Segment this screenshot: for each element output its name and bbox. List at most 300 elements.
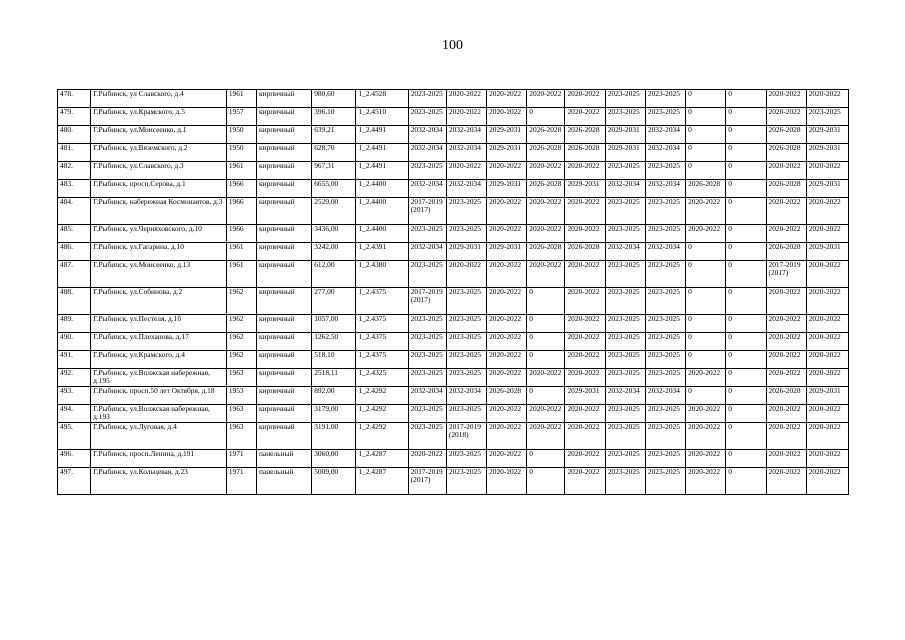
cell-term-8: 0 bbox=[686, 288, 726, 315]
cell-term-2: 2020-2022 bbox=[446, 90, 486, 108]
cell-term-5: 2020-2022 bbox=[565, 423, 605, 450]
cell-term-6: 2023-2025 bbox=[605, 423, 645, 450]
cell-term-2: 2032-2034 bbox=[446, 144, 486, 162]
cell-term-10: 2020-2022 bbox=[766, 225, 806, 243]
cell-wall-material: кирпичный bbox=[256, 261, 311, 288]
cell-code: 1_2.4287 bbox=[356, 468, 408, 495]
cell-code: 1_2.4400 bbox=[356, 198, 408, 225]
cell-term-11: 2029-2031 bbox=[806, 126, 848, 144]
cell-term-10: 2020-2022 bbox=[766, 288, 806, 315]
cell-term-8: 0 bbox=[686, 144, 726, 162]
cell-term-5: 2020-2022 bbox=[565, 261, 605, 288]
cell-term-1: 2023-2025 bbox=[408, 108, 446, 126]
cell-term-1: 2023-2025 bbox=[408, 315, 446, 333]
cell-term-4: 2026-2028 bbox=[527, 144, 565, 162]
table-row bbox=[58, 405, 849, 423]
cell-build-year: 1950 bbox=[226, 126, 256, 144]
cell-code: 1_2.4375 bbox=[356, 288, 408, 315]
cell-term-3: 2020-2022 bbox=[487, 162, 527, 180]
cell-term-2: 2017-2019 (2018) bbox=[446, 423, 486, 450]
cell-term-3: 2020-2022 bbox=[487, 261, 527, 288]
cell-term-8: 0 bbox=[686, 351, 726, 369]
table-row bbox=[58, 351, 849, 369]
cell-code: 1_2.4292 bbox=[356, 387, 408, 405]
cell-area: 1262,50 bbox=[312, 333, 356, 351]
cell-address: Г.Рыбинск, ул.Крамского, д.5 bbox=[91, 108, 227, 126]
cell-term-10: 2020-2022 bbox=[766, 405, 806, 423]
table-body bbox=[58, 90, 849, 495]
cell-term-1: 2023-2025 bbox=[408, 162, 446, 180]
cell-term-5: 2026-2028 bbox=[565, 243, 605, 261]
cell-term-6: 2023-2025 bbox=[605, 351, 645, 369]
cell-term-1: 2032-2034 bbox=[408, 243, 446, 261]
cell-term-8: 2020-2022 bbox=[686, 198, 726, 225]
cell-term-10: 2026-2028 bbox=[766, 387, 806, 405]
cell-row-number: 486. bbox=[58, 243, 91, 261]
cell-term-1: 2023-2025 bbox=[408, 351, 446, 369]
cell-code: 1_2.4491 bbox=[356, 162, 408, 180]
cell-term-10: 2020-2022 bbox=[766, 198, 806, 225]
cell-term-6: 2029-2031 bbox=[605, 126, 645, 144]
cell-term-3: 2020-2022 bbox=[487, 90, 527, 108]
cell-term-9: 0 bbox=[726, 315, 766, 333]
cell-term-8: 0 bbox=[686, 261, 726, 288]
cell-term-1: 2023-2025 bbox=[408, 225, 446, 243]
cell-term-8: 0 bbox=[686, 243, 726, 261]
cell-term-5: 2020-2022 bbox=[565, 162, 605, 180]
cell-row-number: 489. bbox=[58, 315, 91, 333]
housing-repair-schedule-table bbox=[57, 89, 849, 495]
cell-term-7: 2023-2025 bbox=[645, 162, 685, 180]
cell-term-7: 2032-2034 bbox=[645, 387, 685, 405]
cell-code: 1_2.4510 bbox=[356, 108, 408, 126]
cell-term-8: 0 bbox=[686, 162, 726, 180]
cell-term-4: 0 bbox=[527, 387, 565, 405]
cell-term-5: 2020-2022 bbox=[565, 369, 605, 387]
cell-term-3: 2029-2031 bbox=[487, 126, 527, 144]
cell-build-year: 1957 bbox=[226, 108, 256, 126]
cell-term-8: 0 bbox=[686, 108, 726, 126]
cell-code: 1_2.4292 bbox=[356, 405, 408, 423]
cell-wall-material: кирпичный bbox=[256, 387, 311, 405]
cell-term-3: 2026-2028 bbox=[487, 387, 527, 405]
cell-address: Г.Рыбинск, ул.Волжская набережная, д.195 bbox=[91, 369, 227, 387]
cell-code: 1_2.4375 bbox=[356, 333, 408, 351]
cell-code: 1_2.4325 bbox=[356, 369, 408, 387]
cell-area: 1057,00 bbox=[312, 315, 356, 333]
cell-term-3: 2020-2022 bbox=[487, 405, 527, 423]
cell-term-5: 2020-2022 bbox=[565, 198, 605, 225]
cell-address: Г.Рыбинск, ул.Кольцевая, д.23 bbox=[91, 468, 227, 495]
cell-area: 967,31 bbox=[312, 162, 356, 180]
cell-row-number: 488. bbox=[58, 288, 91, 315]
cell-term-6: 2023-2025 bbox=[605, 108, 645, 126]
cell-term-5: 2020-2022 bbox=[565, 288, 605, 315]
cell-term-3: 2020-2022 bbox=[487, 198, 527, 225]
cell-term-2: 2032-2034 bbox=[446, 126, 486, 144]
cell-address: Г.Рыбинск, ул.Плеханова, д.17 bbox=[91, 333, 227, 351]
cell-term-6: 2023-2025 bbox=[605, 198, 645, 225]
cell-term-6: 2032-2034 bbox=[605, 243, 645, 261]
cell-term-10: 2020-2022 bbox=[766, 162, 806, 180]
cell-term-9: 0 bbox=[726, 351, 766, 369]
cell-term-11: 2020-2022 bbox=[806, 369, 848, 387]
table-row bbox=[58, 387, 849, 405]
table-row bbox=[58, 261, 849, 288]
cell-wall-material: панельный bbox=[256, 450, 311, 468]
cell-code: 1_2.4292 bbox=[356, 423, 408, 450]
cell-row-number: 494. bbox=[58, 405, 91, 423]
cell-term-9: 0 bbox=[726, 405, 766, 423]
cell-term-11: 2020-2022 bbox=[806, 468, 848, 495]
table-row bbox=[58, 333, 849, 351]
cell-term-4: 2020-2022 bbox=[527, 369, 565, 387]
cell-term-3: 2029-2031 bbox=[487, 180, 527, 198]
cell-term-9: 0 bbox=[726, 225, 766, 243]
cell-build-year: 1962 bbox=[226, 351, 256, 369]
cell-term-7: 2023-2025 bbox=[645, 423, 685, 450]
cell-term-6: 2023-2025 bbox=[605, 225, 645, 243]
cell-row-number: 492. bbox=[58, 369, 91, 387]
cell-term-3: 2020-2022 bbox=[487, 450, 527, 468]
cell-term-10: 2017-2019 (2017) bbox=[766, 261, 806, 288]
cell-term-8: 0 bbox=[686, 126, 726, 144]
cell-term-6: 2023-2025 bbox=[605, 162, 645, 180]
cell-wall-material: кирпичный bbox=[256, 126, 311, 144]
cell-term-10: 2020-2022 bbox=[766, 351, 806, 369]
table-row bbox=[58, 90, 849, 108]
table-row bbox=[58, 315, 849, 333]
cell-build-year: 1966 bbox=[226, 198, 256, 225]
cell-address: Г.Рыбинск, ул.Славского, д.3 bbox=[91, 162, 227, 180]
cell-term-3: 2020-2022 bbox=[487, 468, 527, 495]
cell-area: 980,60 bbox=[312, 90, 356, 108]
cell-term-2: 2023-2025 bbox=[446, 369, 486, 387]
cell-wall-material: кирпичный bbox=[256, 198, 311, 225]
cell-term-4: 0 bbox=[527, 468, 565, 495]
cell-term-2: 2023-2025 bbox=[446, 315, 486, 333]
cell-build-year: 1961 bbox=[226, 90, 256, 108]
cell-address: Г.Рыбинск, ул.Собинова, д.2 bbox=[91, 288, 227, 315]
cell-term-9: 0 bbox=[726, 261, 766, 288]
cell-term-4: 0 bbox=[527, 288, 565, 315]
cell-term-5: 2029-2031 bbox=[565, 180, 605, 198]
cell-term-1: 2017-2019 (2017) bbox=[408, 288, 446, 315]
cell-term-8: 2020-2022 bbox=[686, 468, 726, 495]
table-row bbox=[58, 198, 849, 225]
cell-term-2: 2032-2034 bbox=[446, 180, 486, 198]
cell-build-year: 1962 bbox=[226, 333, 256, 351]
cell-term-7: 2023-2025 bbox=[645, 351, 685, 369]
cell-term-4: 0 bbox=[527, 108, 565, 126]
cell-address: Г.Рыбинск, ул.Волжская набережная, д.193 bbox=[91, 405, 227, 423]
cell-build-year: 1961 bbox=[226, 162, 256, 180]
cell-wall-material: кирпичный bbox=[256, 243, 311, 261]
cell-term-3: 2020-2022 bbox=[487, 351, 527, 369]
cell-term-1: 2020-2022 bbox=[408, 450, 446, 468]
cell-term-11: 2029-2031 bbox=[806, 144, 848, 162]
cell-term-7: 2023-2025 bbox=[645, 288, 685, 315]
cell-term-5: 2029-2031 bbox=[565, 387, 605, 405]
cell-term-9: 0 bbox=[726, 162, 766, 180]
cell-term-11: 2020-2022 bbox=[806, 198, 848, 225]
page-number: 100 bbox=[442, 38, 463, 53]
cell-term-11: 2020-2022 bbox=[806, 333, 848, 351]
cell-term-5: 2020-2022 bbox=[565, 108, 605, 126]
cell-row-number: 480. bbox=[58, 126, 91, 144]
cell-term-10: 2020-2022 bbox=[766, 333, 806, 351]
cell-term-3: 2020-2022 bbox=[487, 369, 527, 387]
cell-term-6: 2023-2025 bbox=[605, 288, 645, 315]
cell-row-number: 483. bbox=[58, 180, 91, 198]
cell-term-10: 2020-2022 bbox=[766, 108, 806, 126]
cell-term-6: 2032-2034 bbox=[605, 180, 645, 198]
cell-code: 1_2.4491 bbox=[356, 144, 408, 162]
cell-term-1: 2023-2025 bbox=[408, 405, 446, 423]
cell-term-1: 2032-2034 bbox=[408, 144, 446, 162]
cell-term-2: 2020-2022 bbox=[446, 108, 486, 126]
cell-build-year: 1962 bbox=[226, 288, 256, 315]
cell-area: 639,21 bbox=[312, 126, 356, 144]
cell-address: Г.Рыбинск, просп.Ленина, д.191 bbox=[91, 450, 227, 468]
cell-term-5: 2020-2022 bbox=[565, 90, 605, 108]
cell-term-3: 2020-2022 bbox=[487, 225, 527, 243]
cell-area: 396,10 bbox=[312, 108, 356, 126]
cell-term-7: 2032-2034 bbox=[645, 126, 685, 144]
cell-term-1: 2023-2025 bbox=[408, 261, 446, 288]
cell-term-3: 2020-2022 bbox=[487, 315, 527, 333]
cell-term-3: 2029-2031 bbox=[487, 144, 527, 162]
cell-area: 518,10 bbox=[312, 351, 356, 369]
cell-area: 3191,00 bbox=[312, 423, 356, 450]
cell-code: 1_2.4287 bbox=[356, 450, 408, 468]
table-row bbox=[58, 162, 849, 180]
cell-build-year: 1950 bbox=[226, 144, 256, 162]
cell-term-9: 0 bbox=[726, 423, 766, 450]
cell-row-number: 481. bbox=[58, 144, 91, 162]
cell-code: 1_2.4491 bbox=[356, 126, 408, 144]
cell-area: 5009,00 bbox=[312, 468, 356, 495]
cell-code: 1_2.4375 bbox=[356, 351, 408, 369]
cell-term-7: 2023-2025 bbox=[645, 450, 685, 468]
cell-term-4: 2020-2022 bbox=[527, 261, 565, 288]
cell-build-year: 1963 bbox=[226, 405, 256, 423]
cell-term-6: 2023-2025 bbox=[605, 90, 645, 108]
cell-term-4: 2020-2022 bbox=[527, 405, 565, 423]
cell-term-11: 2020-2022 bbox=[806, 288, 848, 315]
cell-wall-material: кирпичный bbox=[256, 162, 311, 180]
cell-term-9: 0 bbox=[726, 108, 766, 126]
cell-term-7: 2032-2034 bbox=[645, 180, 685, 198]
cell-term-5: 2020-2022 bbox=[565, 315, 605, 333]
cell-address: Г.Рыбинск, ул Славского, д.4 bbox=[91, 90, 227, 108]
cell-wall-material: кирпичный bbox=[256, 108, 311, 126]
cell-term-8: 2020-2022 bbox=[686, 450, 726, 468]
cell-term-11: 2023-2025 bbox=[806, 108, 848, 126]
cell-term-6: 2023-2025 bbox=[605, 405, 645, 423]
cell-term-4: 2026-2028 bbox=[527, 180, 565, 198]
cell-term-1: 2032-2034 bbox=[408, 180, 446, 198]
cell-wall-material: кирпичный bbox=[256, 351, 311, 369]
cell-area: 3436,00 bbox=[312, 225, 356, 243]
cell-term-11: 2029-2031 bbox=[806, 387, 848, 405]
cell-area: 612,00 bbox=[312, 261, 356, 288]
cell-row-number: 493. bbox=[58, 387, 91, 405]
cell-term-7: 2032-2034 bbox=[645, 144, 685, 162]
cell-term-7: 2023-2025 bbox=[645, 90, 685, 108]
cell-term-10: 2026-2028 bbox=[766, 126, 806, 144]
cell-term-8: 2020-2022 bbox=[686, 369, 726, 387]
cell-term-3: 2020-2022 bbox=[487, 423, 527, 450]
cell-wall-material: кирпичный bbox=[256, 405, 311, 423]
cell-area: 628,70 bbox=[312, 144, 356, 162]
cell-address: Г.Рыбинск, ул.Гагарина, д.10 bbox=[91, 243, 227, 261]
cell-term-9: 0 bbox=[726, 450, 766, 468]
cell-term-1: 2023-2025 bbox=[408, 423, 446, 450]
cell-term-4: 2026-2028 bbox=[527, 243, 565, 261]
cell-term-5: 2020-2022 bbox=[565, 405, 605, 423]
cell-term-4: 2020-2022 bbox=[527, 162, 565, 180]
cell-term-9: 0 bbox=[726, 144, 766, 162]
cell-area: 3179,00 bbox=[312, 405, 356, 423]
cell-term-10: 2026-2028 bbox=[766, 180, 806, 198]
cell-term-8: 0 bbox=[686, 333, 726, 351]
cell-term-2: 2023-2025 bbox=[446, 288, 486, 315]
cell-term-9: 0 bbox=[726, 288, 766, 315]
cell-term-8: 2020-2022 bbox=[686, 225, 726, 243]
cell-address: Г.Рыбинск, просп.Серова, д.1 bbox=[91, 180, 227, 198]
table-row bbox=[58, 126, 849, 144]
cell-term-11: 2020-2022 bbox=[806, 162, 848, 180]
cell-address: Г.Рыбинск, ул.Черняховского, д.10 bbox=[91, 225, 227, 243]
cell-term-2: 2032-2034 bbox=[446, 387, 486, 405]
cell-term-11: 2020-2022 bbox=[806, 315, 848, 333]
cell-term-7: 2023-2025 bbox=[645, 108, 685, 126]
cell-term-4: 0 bbox=[527, 450, 565, 468]
cell-term-2: 2020-2022 bbox=[446, 162, 486, 180]
cell-row-number: 495. bbox=[58, 423, 91, 450]
table-row bbox=[58, 369, 849, 387]
cell-term-5: 2020-2022 bbox=[565, 450, 605, 468]
cell-row-number: 485. bbox=[58, 225, 91, 243]
cell-term-9: 0 bbox=[726, 468, 766, 495]
cell-term-2: 2023-2025 bbox=[446, 225, 486, 243]
table-row bbox=[58, 423, 849, 450]
cell-term-8: 0 bbox=[686, 315, 726, 333]
cell-term-11: 2020-2022 bbox=[806, 261, 848, 288]
cell-term-7: 2023-2025 bbox=[645, 333, 685, 351]
cell-build-year: 1961 bbox=[226, 243, 256, 261]
cell-term-4: 2020-2022 bbox=[527, 225, 565, 243]
table-row bbox=[58, 468, 849, 495]
cell-term-3: 2020-2022 bbox=[487, 108, 527, 126]
cell-term-11: 2029-2031 bbox=[806, 243, 848, 261]
cell-build-year: 1971 bbox=[226, 468, 256, 495]
cell-term-10: 2020-2022 bbox=[766, 450, 806, 468]
table-row bbox=[58, 108, 849, 126]
cell-term-4: 2020-2022 bbox=[527, 90, 565, 108]
cell-code: 1_2.4375 bbox=[356, 315, 408, 333]
cell-code: 1_2.4400 bbox=[356, 225, 408, 243]
cell-term-9: 0 bbox=[726, 126, 766, 144]
cell-term-8: 0 bbox=[686, 90, 726, 108]
cell-term-10: 2026-2028 bbox=[766, 243, 806, 261]
cell-row-number: 487. bbox=[58, 261, 91, 288]
cell-term-6: 2023-2025 bbox=[605, 369, 645, 387]
table-row bbox=[58, 144, 849, 162]
cell-term-7: 2023-2025 bbox=[645, 405, 685, 423]
cell-row-number: 490. bbox=[58, 333, 91, 351]
cell-area: 3242,00 bbox=[312, 243, 356, 261]
cell-term-7: 2023-2025 bbox=[645, 369, 685, 387]
cell-term-8: 0 bbox=[686, 387, 726, 405]
cell-address: Г.Рыбинск, ул.Луговая, д.4 bbox=[91, 423, 227, 450]
cell-term-2: 2023-2025 bbox=[446, 450, 486, 468]
cell-term-7: 2023-2025 bbox=[645, 261, 685, 288]
cell-term-5: 2020-2022 bbox=[565, 351, 605, 369]
table-row bbox=[58, 225, 849, 243]
cell-term-10: 2020-2022 bbox=[766, 468, 806, 495]
cell-wall-material: кирпичный bbox=[256, 423, 311, 450]
cell-term-4: 0 bbox=[527, 351, 565, 369]
cell-term-5: 2026-2028 bbox=[565, 126, 605, 144]
cell-address: Г.Рыбинск, ул.Вяземского, д.2 bbox=[91, 144, 227, 162]
table-row bbox=[58, 288, 849, 315]
cell-address: Г.Рыбинск, ул.Моисеенко, д.1 bbox=[91, 126, 227, 144]
cell-term-5: 2026-2028 bbox=[565, 144, 605, 162]
cell-term-9: 0 bbox=[726, 369, 766, 387]
cell-area: 2529,00 bbox=[312, 198, 356, 225]
cell-term-6: 2023-2025 bbox=[605, 450, 645, 468]
cell-code: 1_2.4391 bbox=[356, 243, 408, 261]
cell-term-8: 2026-2028 bbox=[686, 180, 726, 198]
cell-build-year: 1963 bbox=[226, 423, 256, 450]
cell-term-7: 2023-2025 bbox=[645, 315, 685, 333]
cell-row-number: 484. bbox=[58, 198, 91, 225]
cell-area: 2518,11 bbox=[312, 369, 356, 387]
cell-term-11: 2020-2022 bbox=[806, 90, 848, 108]
cell-term-10: 2020-2022 bbox=[766, 315, 806, 333]
cell-term-2: 2023-2025 bbox=[446, 468, 486, 495]
cell-term-6: 2023-2025 bbox=[605, 333, 645, 351]
cell-term-9: 0 bbox=[726, 387, 766, 405]
cell-term-1: 2023-2025 bbox=[408, 369, 446, 387]
cell-wall-material: кирпичный bbox=[256, 369, 311, 387]
cell-term-6: 2023-2025 bbox=[605, 261, 645, 288]
cell-build-year: 1953 bbox=[226, 387, 256, 405]
cell-term-6: 2023-2025 bbox=[605, 315, 645, 333]
cell-term-11: 2020-2022 bbox=[806, 225, 848, 243]
cell-term-4: 2020-2022 bbox=[527, 423, 565, 450]
cell-term-10: 2020-2022 bbox=[766, 423, 806, 450]
cell-term-1: 2032-2034 bbox=[408, 387, 446, 405]
cell-term-1: 2017-2019 (2017) bbox=[408, 198, 446, 225]
cell-build-year: 1961 bbox=[226, 261, 256, 288]
cell-term-5: 2020-2022 bbox=[565, 333, 605, 351]
cell-wall-material: кирпичный bbox=[256, 315, 311, 333]
cell-row-number: 482. bbox=[58, 162, 91, 180]
cell-term-2: 2029-2031 bbox=[446, 243, 486, 261]
cell-wall-material: кирпичный bbox=[256, 225, 311, 243]
cell-term-1: 2032-2034 bbox=[408, 126, 446, 144]
cell-term-4: 0 bbox=[527, 315, 565, 333]
cell-build-year: 1962 bbox=[226, 315, 256, 333]
cell-wall-material: панельный bbox=[256, 468, 311, 495]
cell-build-year: 1966 bbox=[226, 180, 256, 198]
cell-address: Г.Рыбинск, ул.Крамского, д.4 bbox=[91, 351, 227, 369]
cell-area: 3060,00 bbox=[312, 450, 356, 468]
cell-term-4: 2026-2028 bbox=[527, 126, 565, 144]
